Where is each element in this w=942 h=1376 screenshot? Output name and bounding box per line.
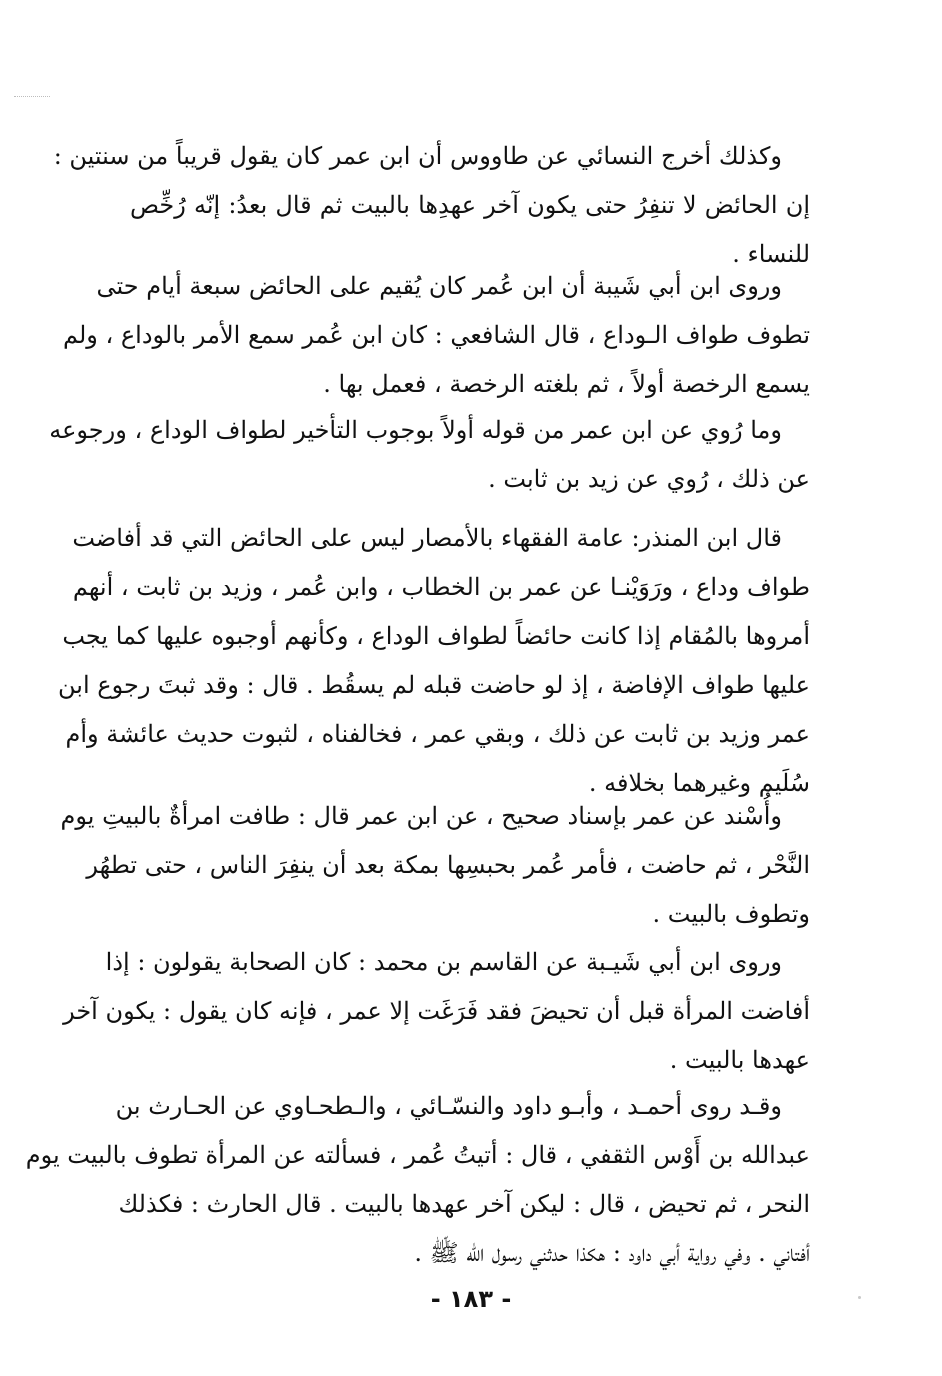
paragraph-line: يسمع الرخصة أولاً ، ثم بلغته الرخصة ، فعمل بها . (323, 370, 810, 398)
paragraph-line: أفتاني . وفي رواية أبي داود : هكذا حدثني رسول الله ﷺ . (414, 1239, 810, 1267)
scan-speck (858, 1296, 861, 1299)
paragraph-3 (49, 406, 810, 504)
paragraph-line: وروى ابن أبي شَيـبة عن القاسم بن محمد : كان الصحابة يقولون : إذا (105, 948, 782, 976)
paragraph-line: وروى ابن أبي شَيبة أن ابن عُمر كان يُقيم على الحائض سبعة أيام حتى (96, 272, 782, 300)
paragraph-line: عبدالله بن أَوْس الثقفي ، قال : أتيتُ عُمر ، فسألته عن المرأة تطوف بالبيت يوم (25, 1141, 810, 1169)
paragraph-line: عهدها بالبيت . (669, 1046, 810, 1074)
paragraph-line: تطوف طواف الـوداع ، قال الشافعي : كان ابن عُمر سمع الأمر بالوداع ، ولم (62, 321, 810, 349)
paragraph-5 (60, 792, 810, 939)
paragraph-line: النحر ، ثم تحيض ، قال : ليكن آخر عهدها بالبيت . قال الحارث : فكذلك (118, 1190, 810, 1218)
scan-margin-mark (14, 96, 50, 99)
paragraph-7 (25, 1082, 810, 1278)
paragraph-line: وكذلك أخرج النسائي عن طاووس أن ابن عمر كان يقول قريباً من سنتين : (53, 142, 782, 170)
paragraph-6 (63, 938, 810, 1085)
paragraph-line: إن الحائض لا تنفِرُ حتى يكون آخر عهدِها بالبيت ثم قال بعدُ: إنّه رُخِّص (130, 191, 810, 219)
paragraph-line: وأُسْند عن عمر بإسناد صحيح ، عن ابن عمر قال : طافت امرأةٌ بالبيتِ يوم (60, 802, 782, 830)
paragraph-line: عن ذلك ، رُوي عن زيد بن ثابت . (488, 465, 810, 493)
paragraph-line: أفاضت المرأة قبل أن تحيضَ فقد فَرَغَت إلا عمر ، فإنه كان يقول : يكون آخر (63, 997, 810, 1025)
paragraph-line: النَّحْر ، ثم حاضت ، فأمر عُمر بحبسِها بمكة بعد أن ينفِرَ الناس ، حتى تطهُر (86, 851, 810, 879)
paragraph-line: وتطوف بالبيت . (652, 900, 810, 928)
paragraph-line: وما رُوي عن ابن عمر من قوله أولاً بوجوب التأخير لطواف الوداع ، ورجوعه (49, 416, 782, 444)
paragraph-line: طواف وداع ، ورَوَيْنـا عن عمر بن الخطاب ، وابن عُمر ، وزيد بن ثابت ، أنهم (72, 573, 810, 601)
paragraph-line: عليها طواف الإفاضة ، إذ لو حاضت قبله لم يسقُط . قال : وقد ثبتَ رجوع ابن (58, 671, 810, 699)
page-number: - ١٨٣ - (430, 1285, 512, 1313)
paragraph-2 (62, 262, 810, 409)
paragraph-line: عمر وزيد بن ثابت عن ذلك ، وبقي عمر ، فخالفناه ، لثبوت حديث عائشة وأم (65, 720, 810, 748)
paragraph-4 (58, 514, 810, 808)
paragraph-line: وقـد روى أحمـد ، وأبـو داود والنسّـائي ، والـطحـاوي عن الحـارث بن (115, 1092, 782, 1120)
paragraph-line: للنساء . (732, 240, 810, 268)
paragraph-line: قال ابن المنذر: عامة الفقهاء بالأمصار ليس على الحائض التي قد أفاضت (72, 524, 782, 552)
paragraph-line: سُلَيم وغيرهما بخلافه . (588, 769, 810, 797)
paragraph-line: أمروها بالمُقام إذا كانت حائضاً لطواف الوداع ، وكأنهم أوجبوه عليها كما يجب (62, 622, 810, 650)
paragraph-1 (53, 132, 810, 279)
